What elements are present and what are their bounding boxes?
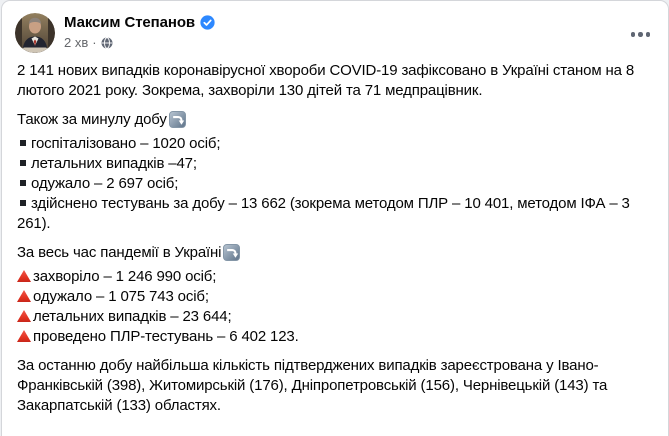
- post-header: [2, 1, 668, 53]
- total-stat-text: проведено ПЛР-тестувань – 6 402 123.: [33, 328, 299, 345]
- black-square-bullet-icon: [20, 160, 26, 166]
- post-menu-button[interactable]: [629, 26, 653, 43]
- daily-stat-text: летальних випадків –47;: [31, 155, 197, 172]
- public-globe-icon: [101, 37, 113, 49]
- daily-stat-text: здійснено тестувань за добу – 13 662 (зокрема методом ПЛР – 10 401, методом ІФА – 3 261).: [17, 195, 630, 232]
- author-name[interactable]: Максим Степанов: [64, 14, 196, 31]
- daily-stat-text: одужало – 2 697 осіб;: [31, 175, 179, 192]
- black-square-bullet-icon: [20, 200, 26, 206]
- post-paragraph-intro: 2 141 нових випадків коронавірусної хвороби COVID-19 зафіксовано в Україні станом на 8 лютого 2021 року. Зокрема, захворіли 130 дітей та 71 медпрацівник.: [17, 62, 635, 99]
- total-stat-item: [17, 287, 652, 307]
- daily-stat-item: [17, 134, 652, 154]
- red-triangle-up-icon: [17, 270, 31, 282]
- verified-badge-icon: [200, 15, 215, 30]
- black-square-bullet-icon: [20, 180, 26, 186]
- daily-stats-header: [17, 110, 652, 134]
- post-meta: [64, 35, 215, 51]
- daily-stats-block: [17, 110, 652, 234]
- total-stat-item: [17, 307, 652, 327]
- arrow-heading-down-emoji: [169, 111, 186, 134]
- timestamp[interactable]: 2 хв: [64, 35, 89, 50]
- post-paragraph-regions: За останню добу найбільша кількість підтверджених випадків зареєстрована у Івано-Франківській (398), Житомирській (176), Дніпропетровській (156), Чернівецькій (143) та Закарпатській (133) областях.: [17, 357, 608, 414]
- total-stat-item: [17, 327, 652, 347]
- avatar[interactable]: [15, 13, 55, 53]
- red-triangle-up-icon: [17, 290, 31, 302]
- facebook-post-card: [1, 0, 669, 436]
- daily-stat-item: [17, 194, 652, 234]
- total-stat-text: одужало – 1 075 743 осіб;: [33, 288, 209, 305]
- total-stat-text: летальних випадків – 23 644;: [33, 308, 232, 325]
- pandemic-total-block: [17, 243, 652, 347]
- daily-stats-header-text: Також за минулу добу: [17, 111, 167, 128]
- post-content: [2, 61, 668, 416]
- pandemic-total-header: [17, 243, 652, 267]
- total-stat-item: [17, 267, 652, 287]
- arrow-heading-down-emoji: [223, 244, 240, 267]
- header-text: [64, 13, 215, 51]
- avatar-portrait: [15, 13, 55, 53]
- red-triangle-up-icon: [17, 310, 31, 322]
- dot-icon: [631, 32, 636, 37]
- daily-stat-text: госпіталізовано – 1020 осіб;: [31, 135, 221, 152]
- pandemic-total-header-text: За весь час пандемії в Україні: [17, 244, 222, 261]
- daily-stat-item: [17, 154, 652, 174]
- dot-icon: [646, 32, 651, 37]
- dot-icon: [638, 32, 643, 37]
- red-triangle-up-icon: [17, 330, 31, 342]
- total-stat-text: захворіло – 1 246 990 осіб;: [33, 268, 217, 285]
- daily-stat-item: [17, 174, 652, 194]
- black-square-bullet-icon: [20, 140, 26, 146]
- meta-separator: ·: [92, 35, 97, 50]
